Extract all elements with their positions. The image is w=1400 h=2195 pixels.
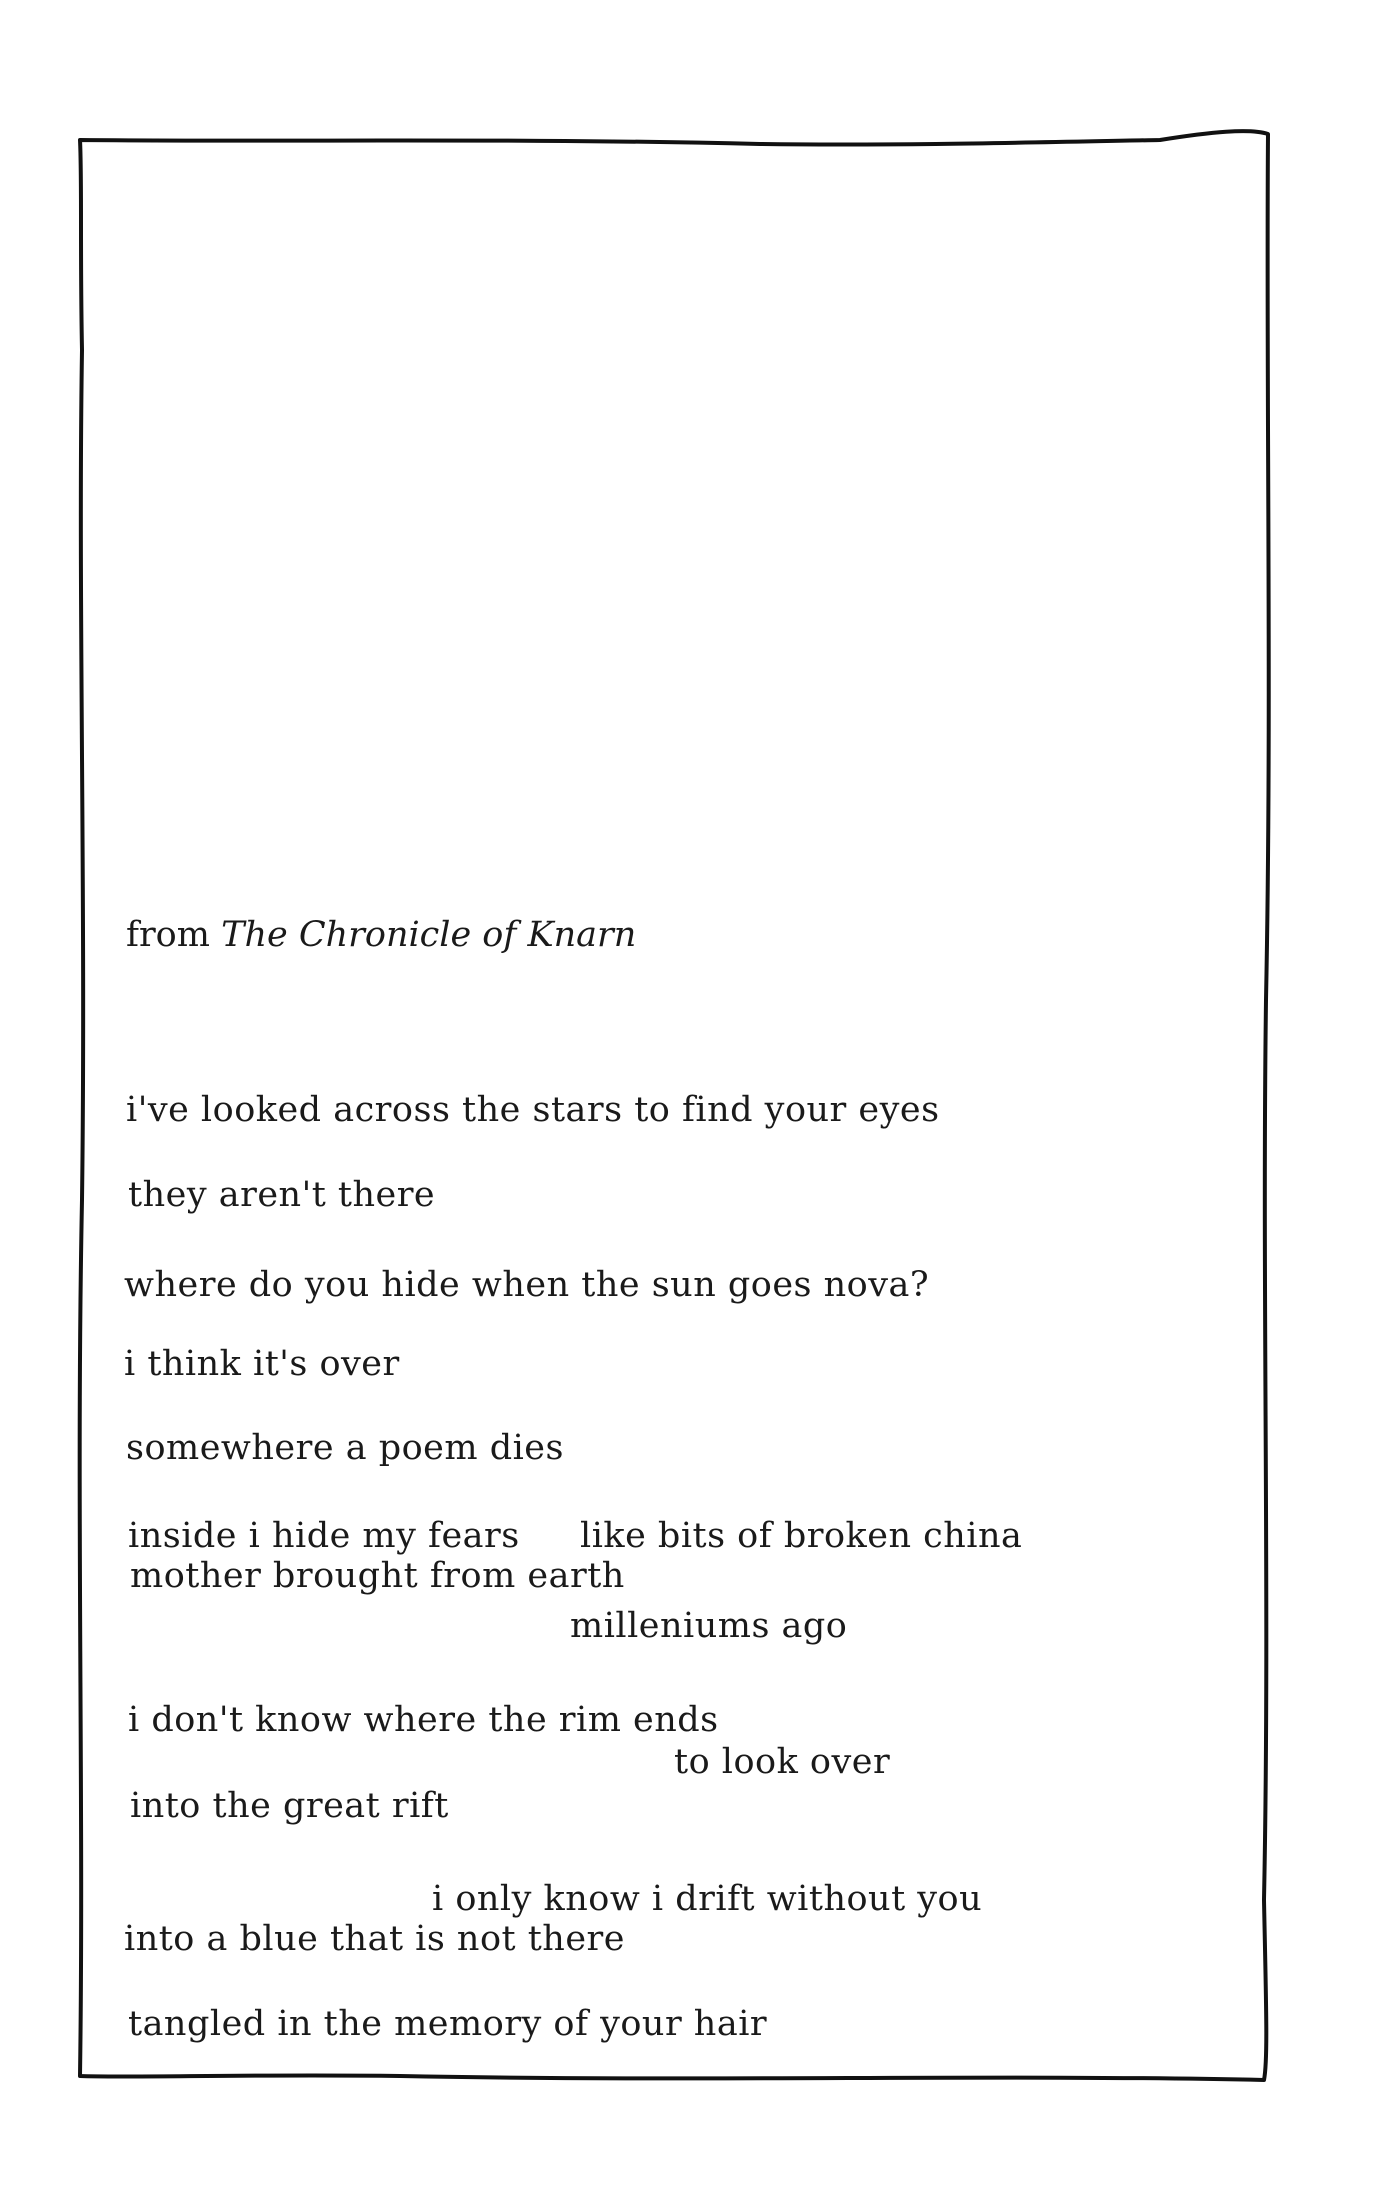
poem-line: inside i hide my fears [128,1516,520,1556]
poem-line: to look over [674,1742,891,1782]
poem-line: i think it's over [124,1344,400,1384]
poem-heading [126,915,637,955]
poem-line: i've looked across the stars to find your eyes [126,1090,940,1130]
poem-line: into a blue that is not there [124,1919,625,1959]
poem-line: they aren't there [128,1175,436,1215]
heading-prefix: from [126,915,210,955]
poem-line: milleniums ago [570,1606,848,1646]
book-title: The Chronicle of Knarn [221,915,637,955]
poem-line: i only know i drift without you [432,1879,983,1919]
poem-line: mother brought from earth [130,1556,625,1596]
poem-line: like bits of broken china [580,1516,1023,1556]
poem-line: where do you hide when the sun goes nova? [124,1265,930,1305]
poem-line: tangled in the memory of your hair [128,2004,768,2044]
poem-line: somewhere a poem dies [126,1428,564,1468]
poem-line: i don't know where the rim ends [128,1700,719,1740]
poem-line: into the great rift [130,1786,449,1826]
